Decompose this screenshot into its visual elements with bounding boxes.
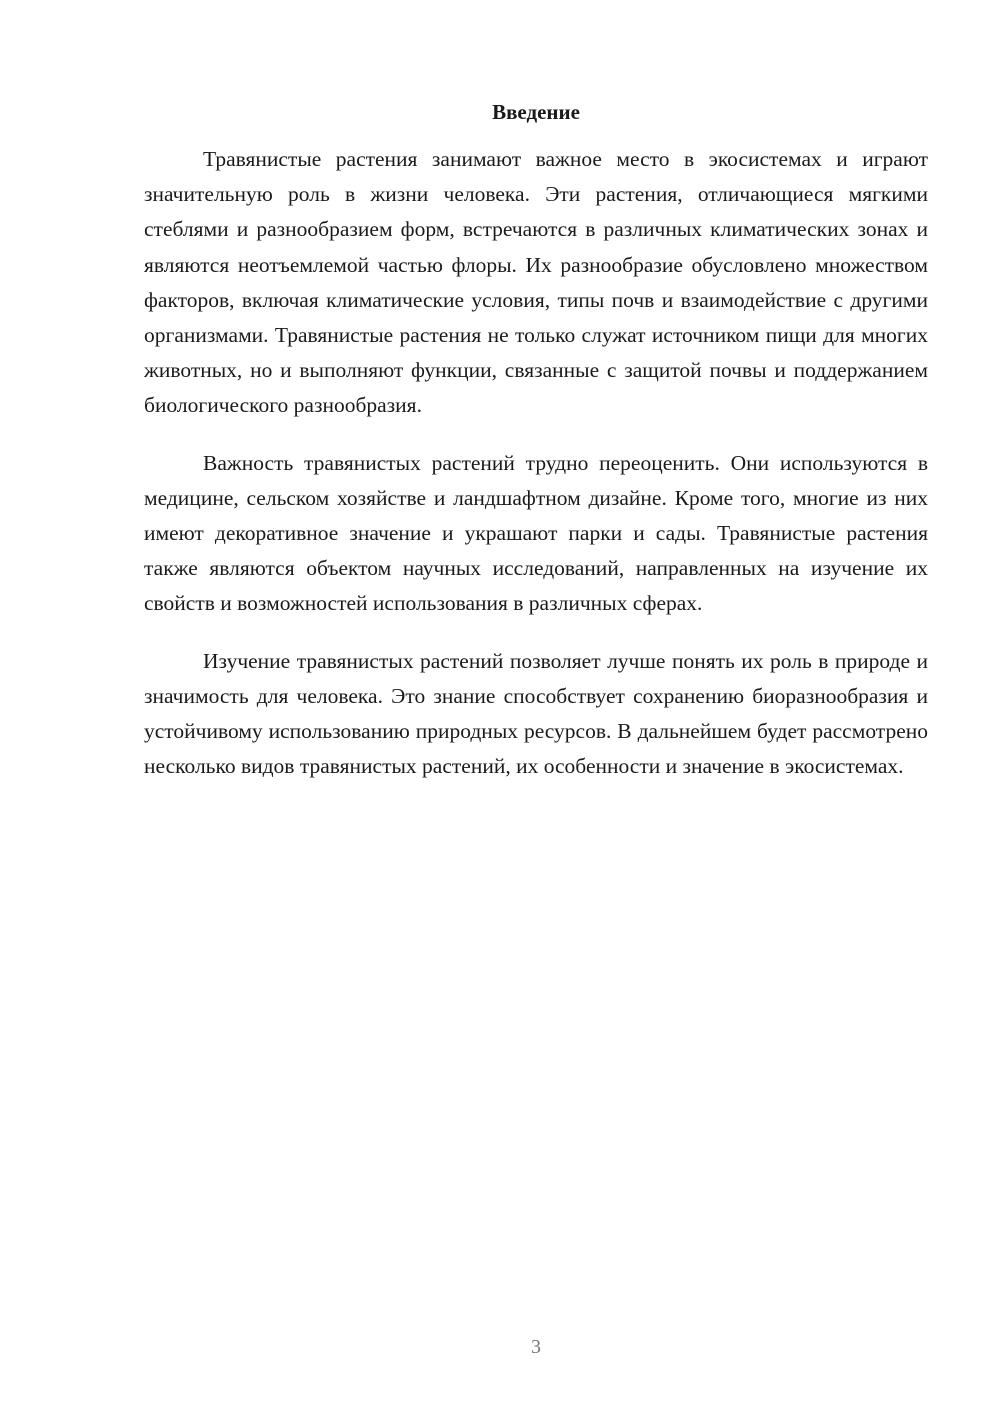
paragraph-1: Травянистые растения занимают важное место в экосистемах и играют значительную роль в жизни человека. Эти растения, отличающиеся мягкими стеблями и разнообразием форм, встречаются в различных климатических зонах и являются неотъемлемой частью флоры. Их разнообразие обусловлено множеством факторов, включая климатические условия, типы почв и взаимодействие с другими организмами. Травянистые растения не только служат источником пищи для многих животных, но и выполняют функции, связанные с защитой почвы и поддержанием биологического разнообразия. <box>144 147 928 418</box>
paragraph-2: Важность травянистых растений трудно переоценить. Они используются в медицине, сельском хозяйстве и ландшафтном дизайне. Кроме того, многие из них имеют декоративное значение и украшают парки и сады. Травянистые растения также являются объектом научных исследований, направленных на изучение их свойств и возможностей использования в различных сферах. <box>144 450 928 616</box>
paragraph-3: Изучение травянистых растений позволяет лучше понять их роль в природе и значимость для человека. Это знание способствует сохранению биоразнообразия и устойчивому использованию природных ресурсов. В дальнейшем будет рассмотрено несколько видов травянистых растений, их особенности и значение в экосистемах. <box>144 648 928 779</box>
body-text <box>144 142 928 806</box>
page-number: 3 <box>531 1336 541 1358</box>
section-heading: Введение <box>492 100 580 124</box>
